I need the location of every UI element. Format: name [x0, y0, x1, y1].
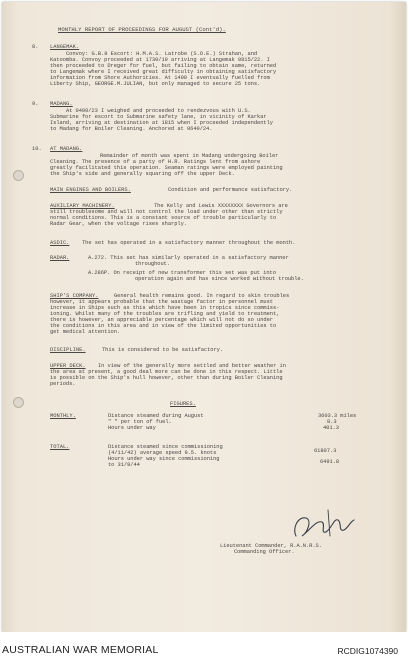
section-heading: AT MADANG.	[50, 146, 83, 152]
figure-row-text: Distance steamed during August	[108, 413, 204, 419]
section-number: 10.	[32, 146, 42, 152]
body-line: to Langemak where I received great difficulty in obtaining satisfactory	[50, 69, 277, 75]
company-heading: SHIP'S COMPANY.	[50, 293, 99, 299]
body-line: information from Shore Authorities. At 1400 I eventually fuelled from	[50, 75, 270, 81]
signature-rank: Lieutenant Commander, R.A.N.R.S.	[220, 543, 322, 549]
figure-row-value: 6491.8	[320, 459, 340, 465]
body-line: periods.	[50, 381, 76, 387]
section-heading: MADANG.	[50, 101, 73, 107]
figure-row-text: Hours under way since commissioning	[108, 456, 220, 462]
signature-scrawl	[288, 506, 358, 544]
figure-row-text: Distance steamed since commissioning	[108, 444, 223, 450]
body-line: operation again and has since worked without trouble.	[135, 276, 304, 282]
body-line: General health remains good. In regard to skin troubles	[114, 293, 290, 299]
main-engines-text: Condition and performance satisfactory.	[168, 187, 293, 193]
upper-deck-heading: UPPER DECK.	[50, 363, 86, 369]
archive-footer	[0, 632, 410, 666]
body-line: At 0400/23 I weighed and proceeded to rendezvous with U.S.	[66, 108, 251, 114]
archive-id: RCDIG1074390	[337, 646, 398, 656]
body-line: Katoomba. Convoy proceeded at 1730/19 arriving at Langemak 0815/22. I	[50, 57, 270, 63]
radar-heading: RADAR.	[50, 255, 70, 261]
figure-row-text: Hours under way	[108, 425, 156, 431]
figure-row-text: (4/11/42) average speed 9.5. knots	[108, 450, 217, 456]
body-line: increase in Ships such as this which have been in tropics since commiss-	[50, 305, 280, 311]
body-line: is possible on the Ship's hull however, other than during Boiler Cleaning	[50, 375, 283, 381]
auxiliary-heading: AUXILIARY MACHINERY.	[50, 203, 115, 209]
body-line: the Ship's side and generally squaring off the upper Deck.	[50, 171, 235, 177]
body-line: throughout.	[135, 261, 171, 267]
discipline-heading: DISCIPLINE.	[50, 347, 86, 353]
body-line: Convoy: G.B.8 Escort: H.M.A.S. Latrobe (S.O.E.) Strahan, and	[66, 51, 258, 57]
asdic-text: The set has operated in a satisfactory manner throughout the month.	[82, 240, 296, 246]
archive-name: AUSTRALIAN WAR MEMORIAL	[2, 644, 159, 656]
body-line: In view of the generally more settled and better weather in	[98, 363, 286, 369]
body-line: still troublesome and will not control the load under other than strictly	[50, 209, 283, 215]
document-page	[2, 2, 406, 632]
body-line: however, it appears probable that the wastage factor in personnel must	[50, 299, 273, 305]
main-engines-heading: MAIN ENGINES AND BOILERS.	[50, 187, 131, 193]
section-number: 9.	[32, 101, 39, 107]
figure-row-text: to 31/8/44	[108, 462, 140, 468]
figure-row-value: 61807.3	[314, 448, 337, 454]
section-number: 8.	[32, 44, 39, 50]
figure-row-value: 3603.3 miles	[318, 413, 357, 419]
punch-hole	[13, 397, 24, 408]
body-line: to Madang for Boiler Cleaning. Anchored at 0640/24.	[50, 126, 213, 132]
body-line: A.272. This set has similarly operated in a satisfactory manner	[88, 255, 289, 261]
body-line: get medical attention.	[50, 329, 121, 335]
body-line: the conditions in this area and in view of the limited opportunities to	[50, 323, 277, 329]
body-line: The Kelly and Lewis XXXXXXXX Governors are	[154, 203, 288, 209]
body-line: there is however, an appreciable percentage which will not do so under	[50, 317, 273, 323]
section-heading: LANGEMAK.	[50, 44, 80, 50]
figure-row-text: " " per ton of fuel.	[108, 419, 172, 425]
body-line: Remainder of month was spent in Madang undergoing Boiler	[100, 153, 279, 159]
figure-row-value: 8.3	[327, 419, 337, 425]
body-line: Submarine for escort to Submarine safety lane, in vicinity of Karkar	[50, 114, 267, 120]
total-label: TOTAL.	[50, 444, 70, 450]
body-line: greatly facilitated this operation. Seaman ratings were employed painting	[50, 165, 283, 171]
body-line: Radar Gear, when the voltage rises sharply.	[50, 221, 187, 227]
figure-row-value: 401.3	[323, 425, 339, 431]
report-header: MONTHLY REPORT OF PROCEEDINGS FOR AUGUST (Cont'd).	[58, 26, 226, 33]
signature-role: Commanding Officer.	[234, 549, 295, 555]
body-line: Liberty Ship, GEORGE.M.JULIAN, but only managed to secure 25 tons.	[50, 81, 261, 87]
body-line: Cleaning. The presence of a party of H.R. Ratings lent from ashore	[50, 159, 261, 165]
asdic-heading: ASDIC.	[50, 240, 70, 246]
punch-hole	[13, 170, 24, 181]
body-line: then proceeded to Dreger for fuel, but failing to obtain same, returned	[50, 63, 277, 69]
discipline-text: This is considered to be satisfactory.	[102, 347, 224, 353]
body-line: Island, arriving at destination at 1815 when I proceeded independently	[50, 120, 273, 126]
body-line: ioning. Whilst many of the troubles are trifling and yield to treatment,	[50, 311, 280, 317]
body-line: the area at present, a good deal more can be done in this respect. Little	[50, 369, 283, 375]
figures-heading: FIGURES.	[170, 401, 196, 407]
body-line: A.286P. On receipt of new transformer this set was put into	[88, 270, 276, 276]
body-line: normal conditions. This is a constant source of trouble particularly to	[50, 215, 277, 221]
monthly-label: MONTHLY.	[50, 413, 76, 419]
